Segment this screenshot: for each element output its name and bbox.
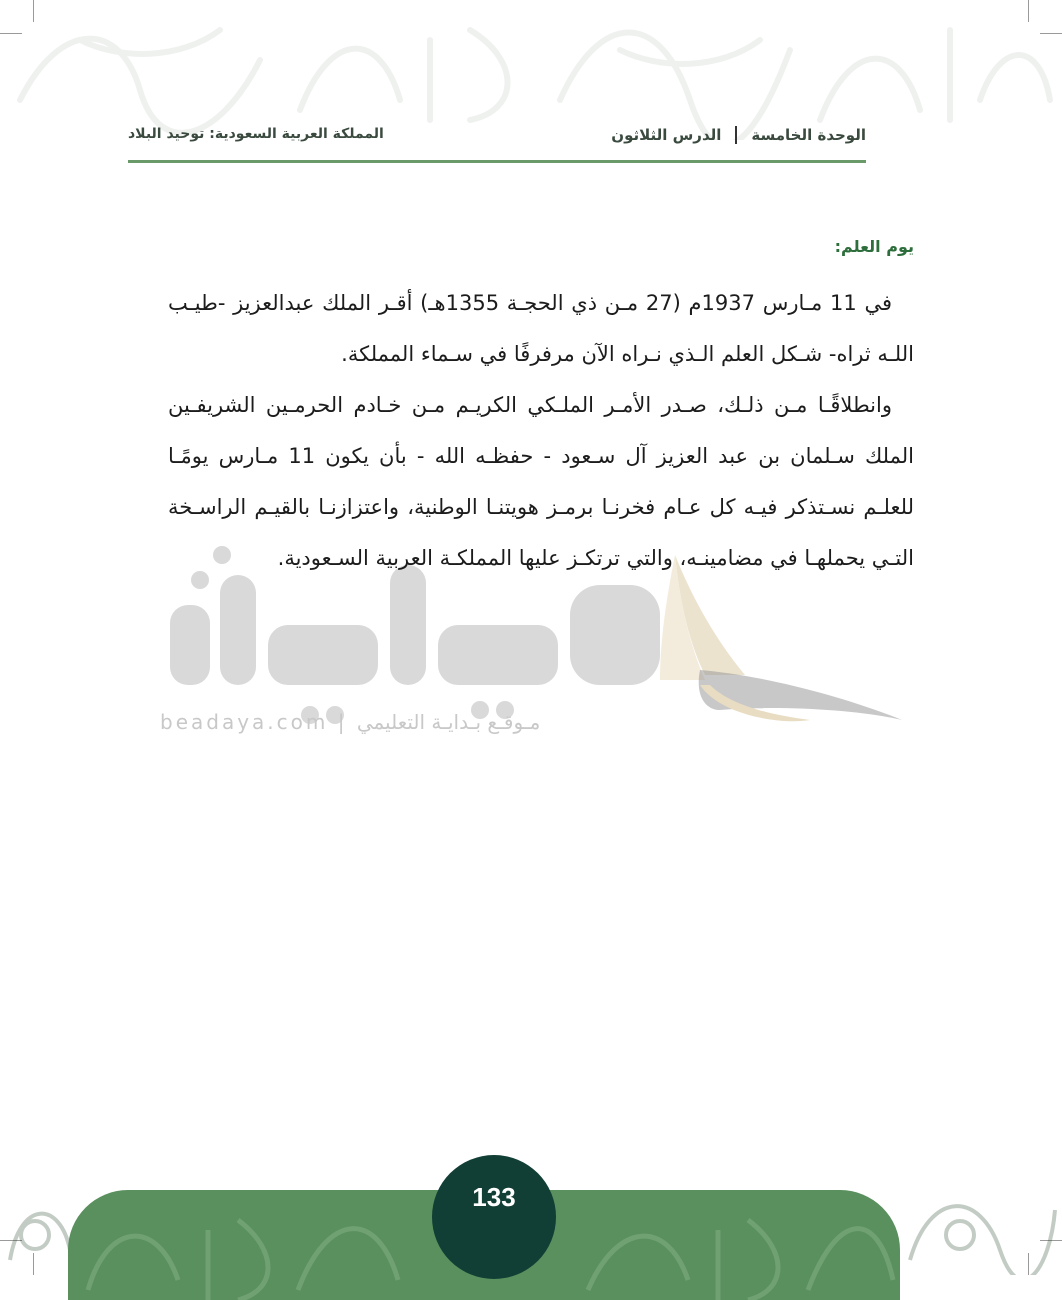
- header-unit: الوحدة الخامسة: [751, 126, 866, 144]
- calligraphy-background: [0, 0, 1062, 140]
- header-lesson: الدرس الثلاثون: [611, 126, 722, 144]
- running-header: [128, 126, 866, 156]
- watermark-caption: beadaya.com | مـوقـع بـدايـة التعليمي: [160, 710, 541, 734]
- calligraphy-ornament: [900, 1180, 1062, 1275]
- page-number-badge: [432, 1155, 556, 1279]
- header-topic: المملكة العربية السعودية: توحيد البلاد: [128, 126, 384, 142]
- header-rule: [128, 160, 866, 163]
- paragraph: في 11 مـارس 1937م (27 مـن ذي الحجـة 1355هـ) أقـر الملك عبدالعزيز -طيـب اللـه ثراه- شـكل العلم الـذي نـراه الآن مرفرفًا في سـماء المملكة.: [168, 291, 914, 366]
- header-separator: [735, 126, 737, 144]
- section-title: يوم العلم:: [834, 237, 914, 256]
- page-number: 133: [472, 1182, 516, 1212]
- paragraph: وانطلاقًـا مـن ذلـك، صـدر الأمـر الملـكي الكريـم مـن خـادم الحرمـين الشريفـين الملك سـلمان بن عبد العزيز آل سـعود - حفظـه الله - بأن يكون 11 مـارس يومًـا للعلـم نسـتذكر فيـه كل عـام فخرنـا برمـز هويتنـا الوطنية، واعتزازنـا بالقيـم الراسـخة التـي يحملهـا في مضامينـه، والتي ترتكـز عليها المملكـة العربية السـعودية.: [168, 393, 914, 570]
- body-text: [168, 278, 914, 584]
- header-unit-lesson: [611, 126, 866, 144]
